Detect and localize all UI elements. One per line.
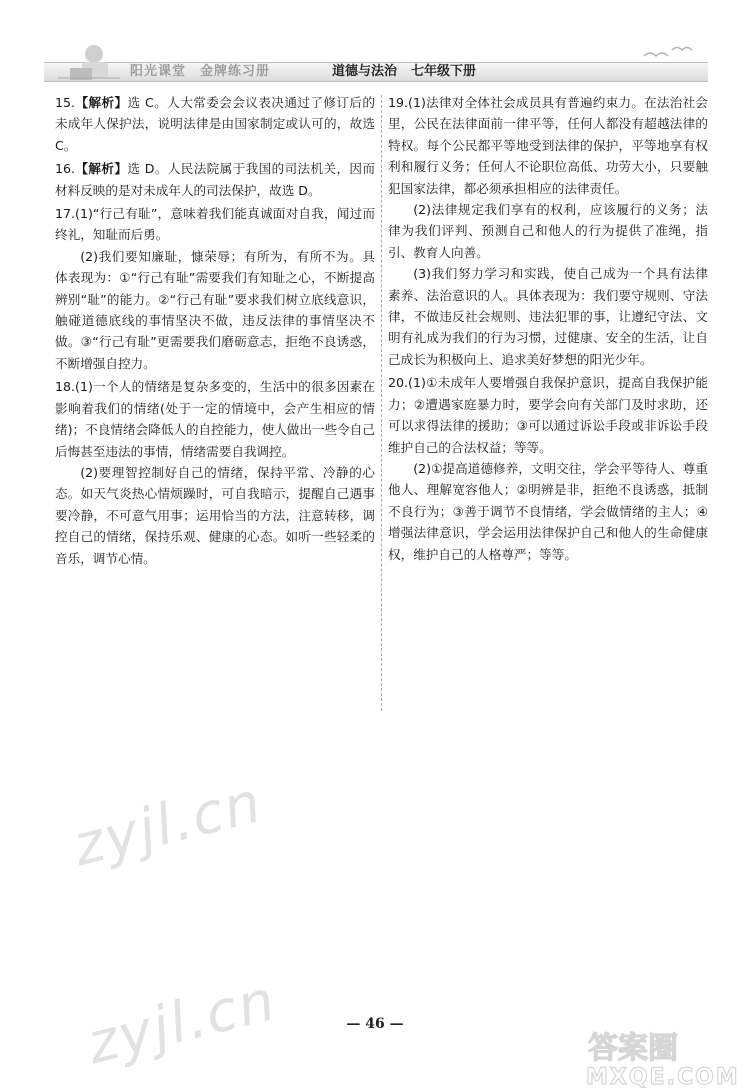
item-number: 16. — [55, 161, 76, 177]
stamp-bottom-text: MXQE.COM — [586, 1065, 740, 1088]
stamp-top-text: 答案圈 — [588, 1031, 678, 1066]
site-stamp-logo — [578, 1024, 748, 1088]
answer-text: (1)一个人的情绪是复杂多变的，生活中的很多因素在影响着我们的情绪(处于一定的情境中，会产生相应的情绪)；不良情绪会降低人的自控能力，使人做出一些令自己后悔甚至违法的事情，情绪需要自我调控。 — [55, 379, 375, 459]
book-name: 金牌练习册 — [200, 64, 271, 79]
answer-text: 选 C。人大常委会会议表决通过了修订后的未成年人保护法，说明法律是由国家制定或认可的，故选 C。 — [55, 95, 376, 153]
answer-text: 选 D。人民法院属于我国的司法机关，因而材料反映的是对未成年人的司法保护，故选 D。 — [55, 161, 376, 198]
watermark: zyjl.cn — [80, 967, 283, 1078]
series-name: 阳光课堂 — [130, 64, 187, 79]
answer-paragraph: (3)我们努力学习和实践，使自己成为一个具有法律素养、法治意识的人。具体表现为：我们要守规则、守法律，不做违反社会规则、违法犯罪的事，让遵纪守法、文明有礼成为我们的行为习惯，过健康、安全的生活，让自己成长为积极向上、追求美好梦想的阳光少年。 — [388, 266, 708, 367]
answer-16 — [55, 158, 375, 201]
answer-18 — [55, 376, 375, 569]
item-number: 19. — [388, 95, 409, 110]
reading-child-icon — [54, 42, 124, 82]
item-number: 20. — [388, 375, 409, 391]
answer-19 — [388, 92, 708, 370]
answer-text: (1)“行己有耻”，意味着我们能真诚面对自我，闻过而终礼，知耻而后勇。 — [55, 206, 375, 243]
item-number: 18. — [55, 379, 76, 395]
page-number: — 46 — — [346, 1016, 404, 1032]
answer-paragraph: (2)①提高道德修养，文明交往，学会平等待人、尊重他人、理解宽容他人；②明辨是非，拒绝不良诱惑，抵制不良行为；③善于调节不良情绪，学会做情绪的主人；④增强法律意识，学会运用法律保护自己和他人的生命健康权，维护自己的人格尊严；等等。 — [388, 460, 708, 562]
item-number: 15. — [55, 95, 76, 110]
item-number: 17. — [55, 206, 76, 222]
analysis-tag: 【解析】 — [75, 95, 128, 110]
answer-paragraph: (2)要理智控制好自己的情绪，保持平常、冷静的心态。如天气炎热心情烦躁时，可自我暗示，提醒自己遇事要冷静，不可意气用事；运用恰当的方法，注意转移，调控自己的情绪，保持乐观、健康的心态。如听一些轻柔的音乐，调节心情。 — [55, 464, 375, 566]
analysis-tag: 【解析】 — [75, 161, 128, 177]
series-title — [130, 62, 284, 82]
answer-20 — [388, 372, 708, 565]
watermark: zyjl.cn — [66, 769, 269, 880]
column-divider — [381, 95, 382, 711]
birds-icon — [638, 42, 698, 66]
answer-text: (1)法律对全体社会成员具有普遍约束力。在法治社会里，公民在法律面前一律平等，任何人都没有超越法律的特权。每个公民都平等地受到法律的保护，平等地享有权利和履行义务；任何人不论职位高低、功劳大小，只要触犯国家法律，都必须承担相应的法律责任。 — [388, 95, 708, 196]
right-column — [388, 92, 708, 567]
answer-text: (1)①未成年人要增强自我保护意识，提高自我保护能力；②遭遇家庭暴力时，要学会向有关部门及时求助，还可以求得法律的援助；③可以通过诉讼手段或非诉讼手段维护自己的合法权益；等等。 — [388, 375, 708, 455]
left-column — [55, 92, 375, 571]
subject-name: 道德与法治 — [332, 64, 398, 79]
page-header — [44, 40, 708, 86]
subject-title — [332, 62, 490, 82]
answer-paragraph: (2)法律规定我们享有的权利，应该履行的义务；法律为我们评判、预测自己和他人的行为提供了准绳，指引、教育人向善。 — [388, 202, 708, 260]
answer-paragraph: (2)我们要知廉耻，慷荣辱；有所为，有所不为。具体表现为：①“行己有耻”需要我们有知耻之心，不断提高辨别“耻”的能力。②“行己有耻”要求我们树立底线意识，触碰道德底线的事情坚决不做，违反法律的事情坚决不做。③“行己有耻”更需要我们磨砺意志，拒绝不良诱惑，不断增强自控力。 — [55, 248, 375, 371]
answer-15 — [55, 92, 375, 156]
grade-name: 七年级下册 — [411, 64, 477, 79]
answer-17 — [55, 203, 375, 374]
